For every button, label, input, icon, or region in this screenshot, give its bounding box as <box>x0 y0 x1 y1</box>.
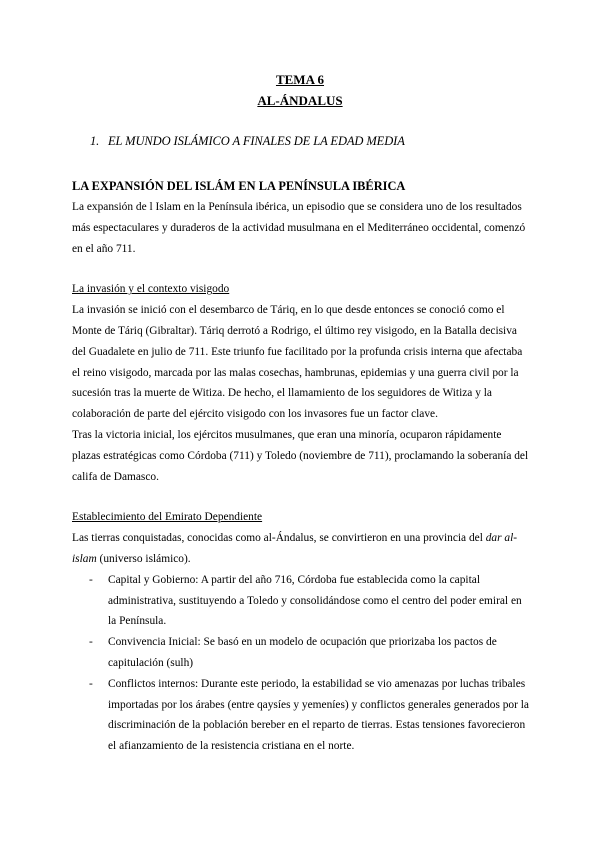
heading-emirato: Establecimiento del Emirato Dependiente <box>72 511 263 524</box>
list-item <box>89 632 532 674</box>
section-title: EL MUNDO ISLÁMICO A FINALES DE LA EDAD MEDIA <box>108 134 405 148</box>
intro-text-a: Las tierras conquistadas, conocidas como al-Ándalus, se convirtieron en una provincia del <box>72 532 486 545</box>
bullet-dash: - <box>89 677 93 690</box>
heading-expansion: LA EXPANSIÓN DEL ISLÁM EN LA PENÍNSULA IBÉRICA <box>72 179 406 193</box>
paragraph-invasion-1: La invasión se inició con el desembarco de Táriq, en lo que desde entonces se conoció como el Monte de Táriq (Gibraltar). Táriq derrotó a Rodrigo, el último rey visigodo, en la Batalla decisiva del Guadalete en julio de 711. Este triunfo fue facilitado por la profunda crisis interna que afectaba el reino visigodo, marcada por las malas cosechas, hambrunas, epidemias y una guerra civil por la sucesión tras la muerte de Witiza. De hecho, el llamamiento de los seguidores de Witiza y la colaboración de parte del ejército visigodo con los invasores fue un factor clave. <box>72 304 523 421</box>
section-heading <box>90 134 405 149</box>
paragraph-emirato-intro <box>72 528 532 570</box>
list-item-text: Capital y Gobierno: A partir del año 716, Córdoba fue establecida como la capital administrativa, sustituyendo a Toledo y consolidándose como el centro del poder emiral en la Península. <box>108 573 522 628</box>
bullet-list <box>72 570 532 757</box>
page-title: AL-ÁNDALUS <box>257 93 343 108</box>
section-number: 1. <box>90 134 100 148</box>
intro-italic-term: dar al-islam <box>72 532 518 565</box>
bullet-dash: - <box>89 573 93 586</box>
bullet-dash: - <box>89 636 93 649</box>
paragraph-invasion-2: Tras la victoria inicial, los ejércitos musulmanes, que eran una minoría, ocuparon rápidamente plazas estratégicas como Córdoba (711) y Toledo (noviembre de 711), proclamando la soberanía del califa de Damasco. <box>72 428 529 483</box>
list-item <box>89 674 532 757</box>
heading-invasion: La invasión y el contexto visigodo <box>72 283 230 296</box>
topic-title: TEMA 6 <box>275 72 325 87</box>
list-item-text: Conflictos internos: Durante este periodo, la estabilidad se vio amenazas por luchas tribales importadas por los árabes (entre qaysíes y yemeníes) y conflictos generales generados por la discriminación de la población bereber en el reparto de tierras. Estas tensiones favorecieron el afianzamiento de la resistencia cristiana en el norte. <box>108 677 529 753</box>
intro-text-b: (universo islámico). <box>96 552 191 565</box>
list-item <box>89 570 532 632</box>
paragraph-expansion: La expansión de l Islam en la Península ibérica, un episodio que se considera uno de los resultados más espectaculares y duraderos de la actividad musulmana en el Mediterráneo occidental, comenzó en el año 711. <box>72 201 526 255</box>
document-body <box>72 175 532 757</box>
list-item-text: Convivencia Inicial: Se basó en un modelo de ocupación que priorizaba los pactos de capitulación (sulh) <box>108 636 497 669</box>
